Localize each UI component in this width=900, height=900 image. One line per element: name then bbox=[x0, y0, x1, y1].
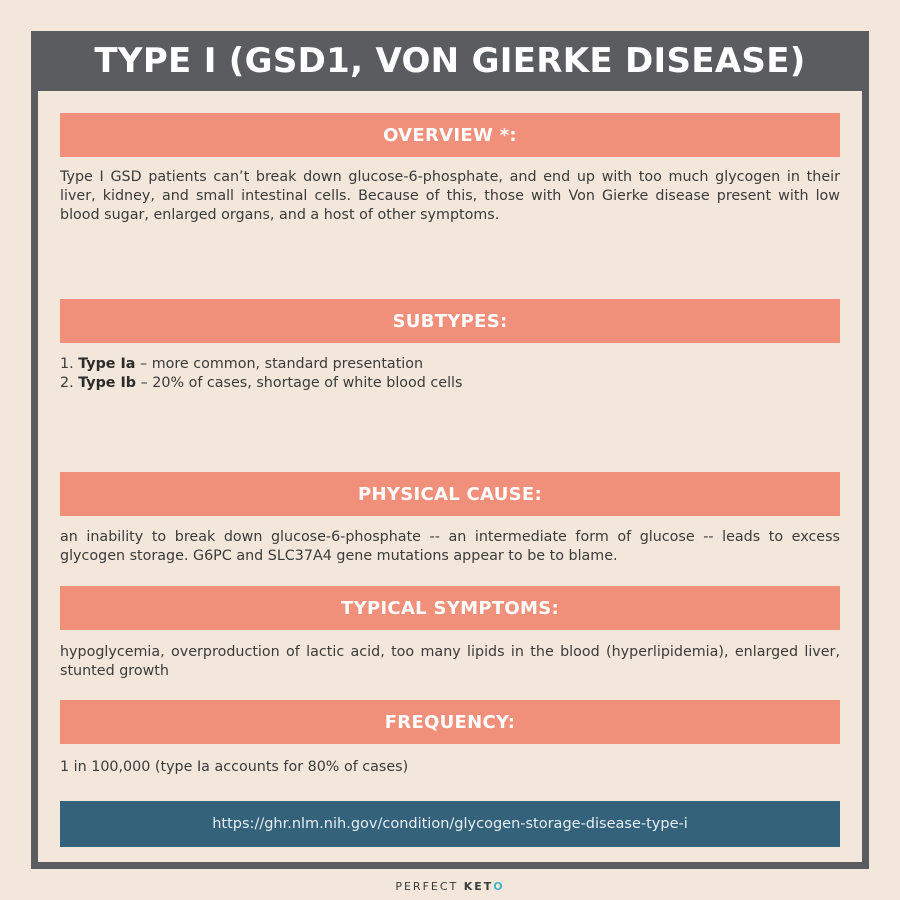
list-number: 1. bbox=[60, 356, 74, 372]
overview-text: Type I GSD patients can’t break down glucose-6-phosphate, and end up with too much glycogen in their liver, kidney, and small intestinal cells. Because of this, those with Von Gierke disease present with low blood sugar, enlarged organs, and a host of other symptoms. bbox=[60, 169, 840, 223]
subtype-name: Type Ib bbox=[78, 375, 137, 391]
brand-logo bbox=[0, 876, 900, 896]
page-title: TYPE I (GSD1, VON GIERKE DISEASE) bbox=[94, 41, 806, 81]
content-panel bbox=[38, 91, 862, 862]
subtype-name: Type Ia bbox=[78, 356, 136, 372]
typical-symptoms-text: hypoglycemia, overproduction of lactic acid, too many lipids in the blood (hyperlipidemia), enlarged liver, stunted growth bbox=[60, 644, 840, 679]
physical-cause-heading: PHYSICAL CAUSE: bbox=[60, 472, 840, 516]
subtype-description: – 20% of cases, shortage of white blood cells bbox=[140, 375, 463, 391]
list-number: 2. bbox=[60, 375, 74, 391]
subtype-description: – more common, standard presentation bbox=[140, 356, 424, 372]
typical-symptoms-heading: TYPICAL SYMPTOMS: bbox=[60, 586, 840, 630]
frequency-heading: FREQUENCY: bbox=[60, 700, 840, 744]
subtypes-list bbox=[60, 355, 840, 393]
subtypes-heading: SUBTYPES: bbox=[60, 299, 840, 343]
brand-part1: PERFECT bbox=[395, 879, 459, 893]
brand-part3: O bbox=[493, 879, 505, 893]
list-item bbox=[60, 355, 840, 374]
physical-cause-text: an inability to break down glucose-6-phosphate -- an intermediate form of glucose -- leads to excess glycogen storage. G6PC and SLC37A4 gene mutations appear to be to blame. bbox=[60, 529, 840, 564]
brand-part2: KET bbox=[463, 879, 494, 893]
source-url-link[interactable]: https://ghr.nlm.nih.gov/condition/glycogen-storage-disease-type-i bbox=[60, 801, 840, 847]
overview-heading: OVERVIEW *: bbox=[60, 113, 840, 157]
frequency-text: 1 in 100,000 (type Ia accounts for 80% of cases) bbox=[60, 759, 409, 775]
list-item bbox=[60, 374, 840, 393]
infographic-card bbox=[31, 31, 869, 869]
